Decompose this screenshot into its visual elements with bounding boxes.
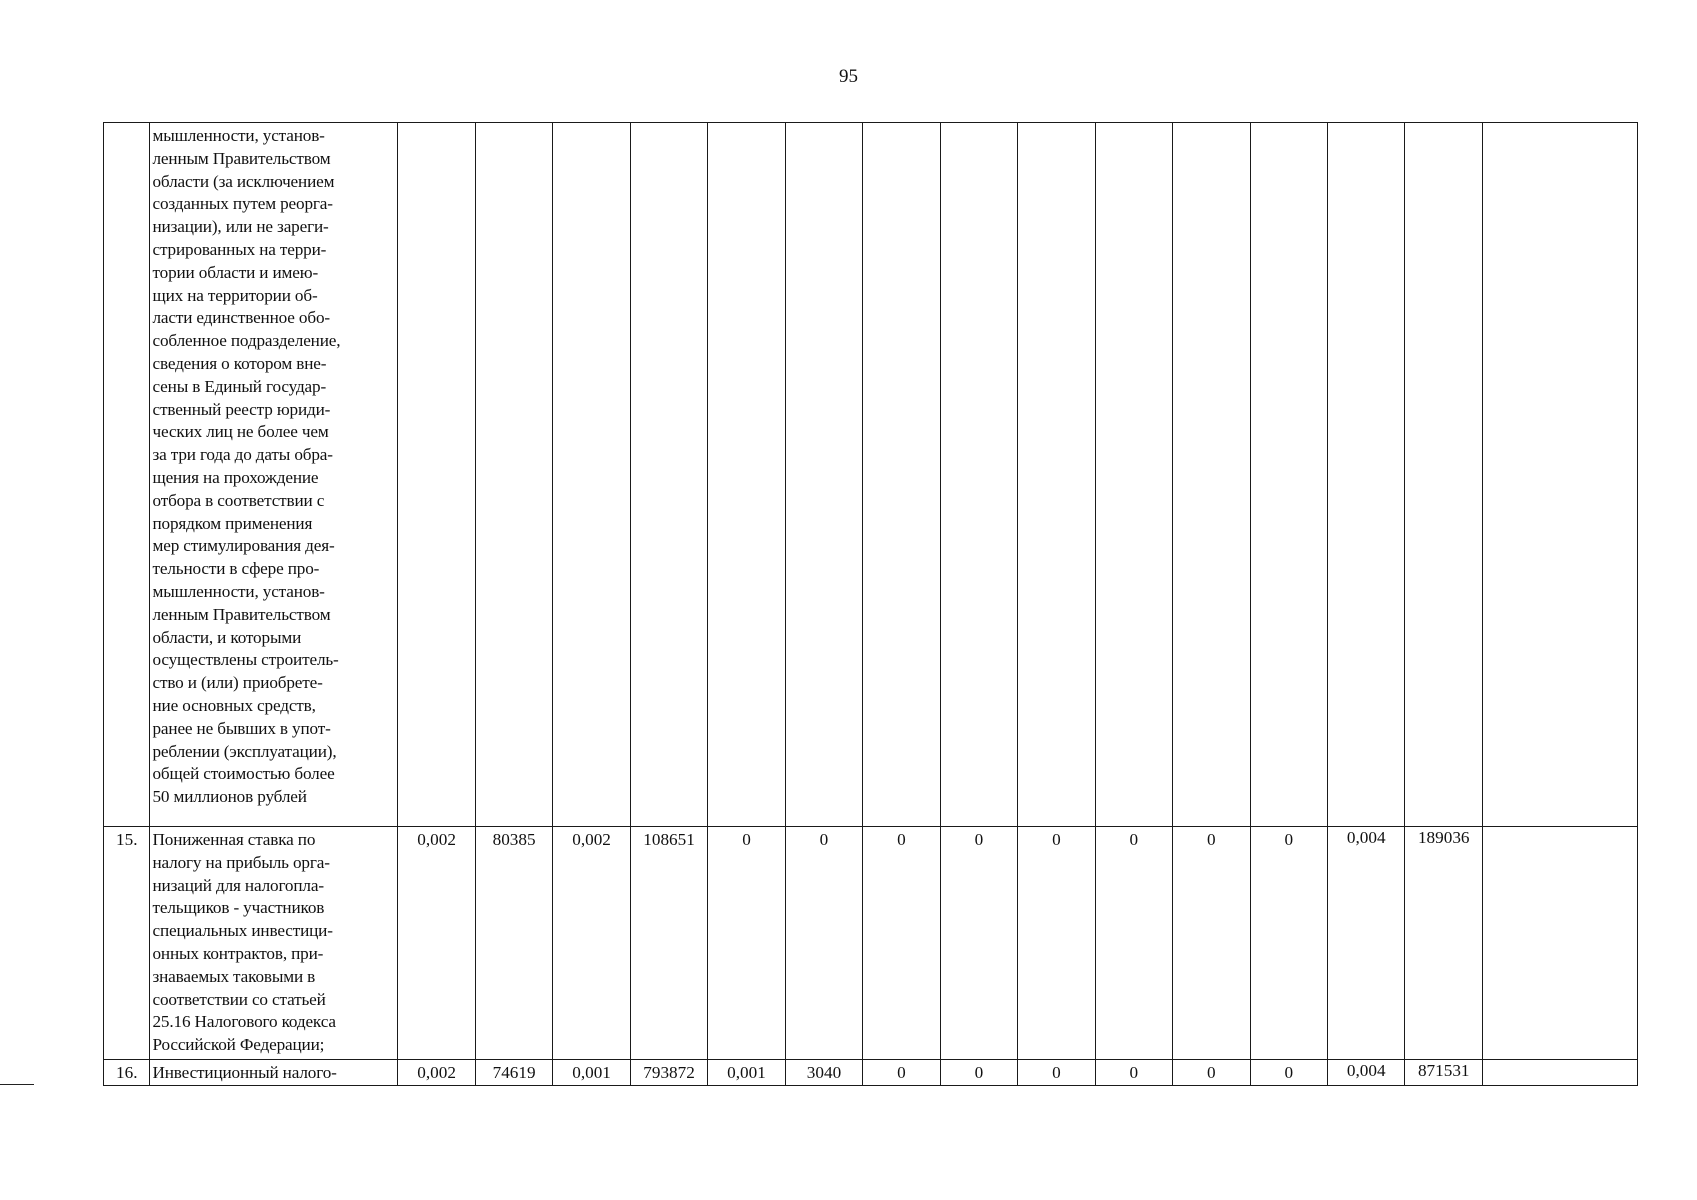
value-cell: 0,004: [1328, 1060, 1405, 1086]
table-row: [104, 827, 1638, 1060]
value-cell: [1482, 827, 1637, 1060]
table-row: [104, 1060, 1638, 1086]
benefits-table: [103, 122, 1638, 1086]
value-cell: [940, 123, 1017, 827]
row-number-cell: 15.: [104, 827, 150, 1060]
value-cell: 793872: [630, 1060, 707, 1086]
value-cell: 0: [863, 1060, 940, 1086]
value-cell: 0: [708, 827, 785, 1060]
value-cell: 0: [1250, 1060, 1327, 1086]
benefit-name-cell: Пониженная ставка по налогу на прибыль орга- низаций для налогопла- тельщиков - участников специальных инвестици- онных контрактов, при- знаваемых таковыми в соответствии со статьей 25.16 Налогового кодекса Российской Федерации;: [150, 827, 398, 1060]
value-cell: [475, 123, 552, 827]
value-cell: 0,002: [398, 1060, 475, 1086]
value-cell: [863, 123, 940, 827]
value-cell: [785, 123, 862, 827]
value-cell: 3040: [785, 1060, 862, 1086]
row-number-cell: [104, 123, 150, 827]
value-cell: 74619: [475, 1060, 552, 1086]
benefit-name-cell: мышленности, установ- ленным Правительством области (за исключением созданных путем реорга- низации), или не зареги- стрированных на терри- тории области и имею- щих на территории об- ласти единственное обо- собленное подразделение, сведения о котором вне- сены в Единый государ- ственный реестр юриди- ческих лиц не более чем за три года до даты обра- щения на прохождение отбора в соответствии с порядком применения мер стимулирования дея- тельности в сфере про- мышленности, установ- ленным Правительством области, и которыми осуществлены строитель- ство и (или) приобрете- ние основных средств, ранее не бывших в упот- реблении (эксплуатации), общей стоимостью более 50 миллионов рублей: [150, 123, 398, 827]
value-cell: 871531: [1405, 1060, 1482, 1086]
value-cell: 189036: [1405, 827, 1482, 1060]
value-cell: 0,002: [553, 827, 630, 1060]
value-cell: [630, 123, 707, 827]
value-cell: 0: [1018, 827, 1095, 1060]
value-cell: 0: [1095, 1060, 1172, 1086]
value-cell: 0,002: [398, 827, 475, 1060]
page-number: 95: [839, 66, 858, 87]
value-cell: 0,001: [708, 1060, 785, 1086]
benefit-name-cell: Инвестиционный налого-: [150, 1060, 398, 1086]
value-cell: [553, 123, 630, 827]
value-cell: 0: [863, 827, 940, 1060]
value-cell: [708, 123, 785, 827]
value-cell: [1095, 123, 1172, 827]
value-cell: 0: [940, 1060, 1017, 1086]
value-cell: 0: [1173, 1060, 1250, 1086]
value-cell: 0: [1250, 827, 1327, 1060]
table-row-continuation: [104, 123, 1638, 827]
value-cell: 0: [785, 827, 862, 1060]
value-cell: 0: [1018, 1060, 1095, 1086]
scan-edge-mark: [0, 1084, 34, 1085]
value-cell: [398, 123, 475, 827]
value-cell: 80385: [475, 827, 552, 1060]
value-cell: 0: [940, 827, 1017, 1060]
value-cell: [1405, 123, 1482, 827]
value-cell: [1173, 123, 1250, 827]
value-cell: 108651: [630, 827, 707, 1060]
value-cell: [1482, 123, 1637, 827]
value-cell: 0,001: [553, 1060, 630, 1086]
value-cell: [1250, 123, 1327, 827]
value-cell: [1482, 1060, 1637, 1086]
value-cell: 0: [1173, 827, 1250, 1060]
row-number-cell: 16.: [104, 1060, 150, 1086]
value-cell: [1018, 123, 1095, 827]
value-cell: [1328, 123, 1405, 827]
value-cell: 0: [1095, 827, 1172, 1060]
value-cell: 0,004: [1328, 827, 1405, 1060]
